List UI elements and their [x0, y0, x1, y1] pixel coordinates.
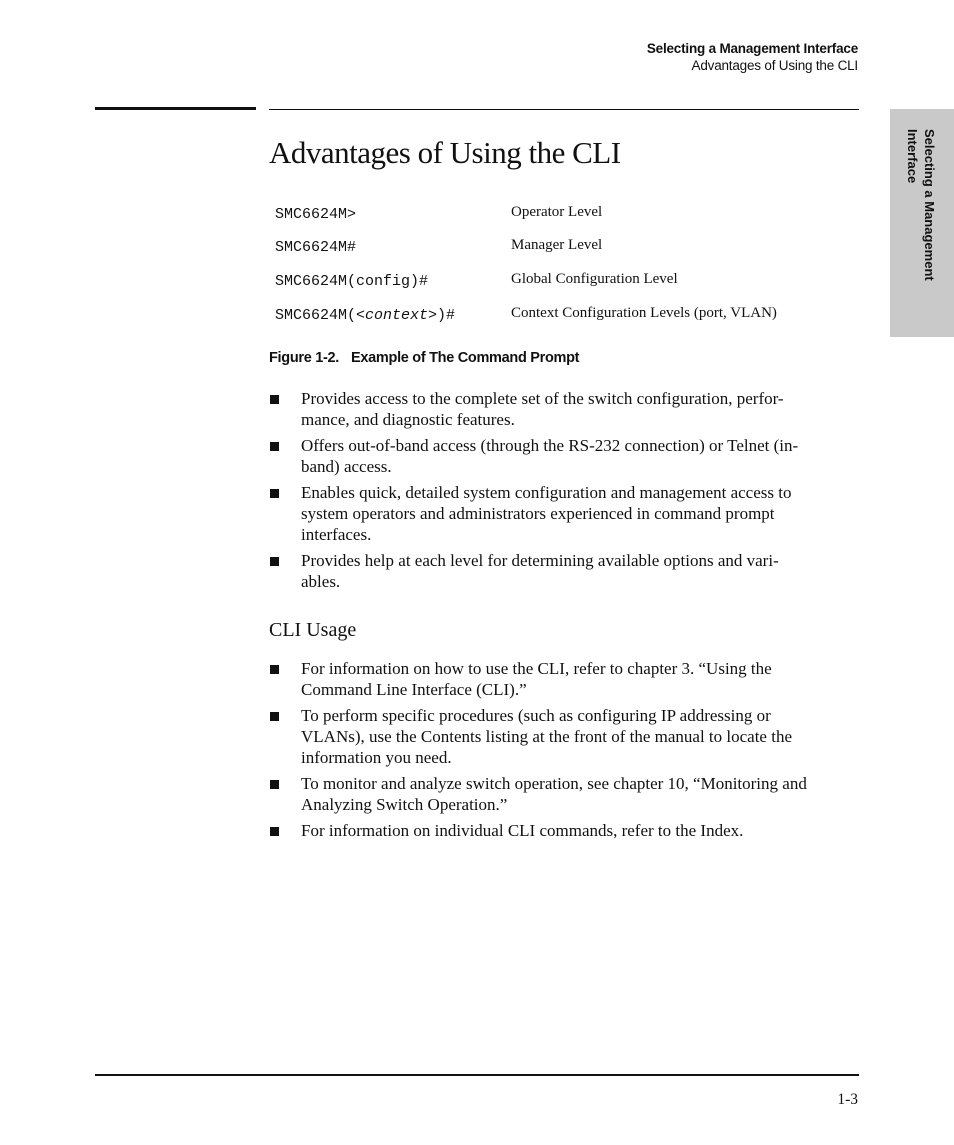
running-header-chapter: Selecting a Management Interface: [646, 41, 858, 56]
list-item-line: VLANs), use the Contents listing at the front of the manual to locate the: [301, 727, 792, 746]
list-item: [269, 550, 861, 592]
prompt-description: Context Configuration Levels (port, VLAN): [511, 305, 777, 321]
prompt-command-text: SMC6624M(: [275, 307, 357, 324]
prompt-command-text: SMC6624M(config)#: [275, 273, 429, 290]
list-item-line: interfaces.: [301, 525, 372, 544]
prompt-description: Global Configuration Level: [511, 271, 678, 287]
advantages-list: [269, 388, 861, 597]
list-item-line: mance, and diagnostic features.: [301, 410, 515, 429]
list-item-line: To monitor and analyze switch operation, see chapter 10, “Monitoring and: [301, 774, 807, 793]
list-item-line: information you need.: [301, 748, 452, 767]
list-item-line: band) access.: [301, 457, 392, 476]
bullet-icon: [270, 557, 279, 566]
bullet-icon: [270, 827, 279, 836]
section-heading-cli-usage: CLI Usage: [269, 619, 357, 641]
list-item-line: Enables quick, detailed system configuration and management access to: [301, 483, 792, 502]
figure-caption-text: Example of The Command Prompt: [351, 350, 580, 366]
running-header-section: Advantages of Using the CLI: [691, 58, 858, 73]
figure-caption: [269, 350, 579, 366]
footer-rule: [95, 1074, 859, 1076]
list-item-line: Analyzing Switch Operation.”: [301, 795, 508, 814]
prompt-command: [275, 307, 455, 324]
prompt-command-text: SMC6624M#: [275, 239, 357, 256]
side-tab-line-2: Interface: [905, 129, 920, 184]
list-item-line: Provides access to the complete set of the switch configuration, perfor-: [301, 389, 784, 408]
list-item: [269, 705, 861, 768]
list-item-line: To perform specific procedures (such as configuring IP addressing or: [301, 706, 771, 725]
prompt-command: [275, 206, 356, 223]
side-tab-line-1: Selecting a Management: [922, 129, 937, 281]
side-tab-label: [904, 129, 938, 281]
list-item: [269, 773, 861, 815]
list-item: [269, 388, 861, 430]
list-item: [269, 435, 861, 477]
header-rule-thin: [269, 109, 859, 110]
page-number: 1-3: [837, 1091, 858, 1108]
prompt-command: [275, 273, 428, 290]
prompt-command-variable: <context>: [356, 307, 438, 324]
prompt-command: [275, 239, 356, 256]
list-item-line: Provides help at each level for determining available options and vari-: [301, 551, 779, 570]
list-item-line: Offers out-of-band access (through the RS-232 connection) or Telnet (in-: [301, 436, 799, 455]
bullet-icon: [270, 712, 279, 721]
bullet-icon: [270, 780, 279, 789]
list-item: [269, 482, 861, 545]
prompt-command-text: SMC6624M>: [275, 206, 357, 223]
figure-caption-label: Figure 1-2.: [269, 350, 340, 366]
list-item-line: system operators and administrators experienced in command prompt: [301, 504, 775, 523]
chapter-side-tab: [890, 109, 954, 337]
bullet-icon: [270, 395, 279, 404]
prompt-description: Manager Level: [511, 237, 603, 253]
bullet-icon: [270, 665, 279, 674]
prompt-command-suffix: )#: [437, 307, 456, 324]
list-item-line: Command Line Interface (CLI).”: [301, 680, 527, 699]
usage-list: [269, 658, 861, 846]
bullet-icon: [270, 442, 279, 451]
list-item-line: For information on individual CLI commands, refer to the Index.: [301, 821, 744, 840]
prompt-description: Operator Level: [511, 204, 603, 220]
header-rule-thick: [95, 107, 256, 110]
bullet-icon: [270, 489, 279, 498]
list-item-line: ables.: [301, 572, 341, 591]
page-title: Advantages of Using the CLI: [269, 135, 621, 170]
list-item: [269, 820, 861, 841]
list-item-line: For information on how to use the CLI, refer to chapter 3. “Using the: [301, 659, 772, 678]
list-item: [269, 658, 861, 700]
